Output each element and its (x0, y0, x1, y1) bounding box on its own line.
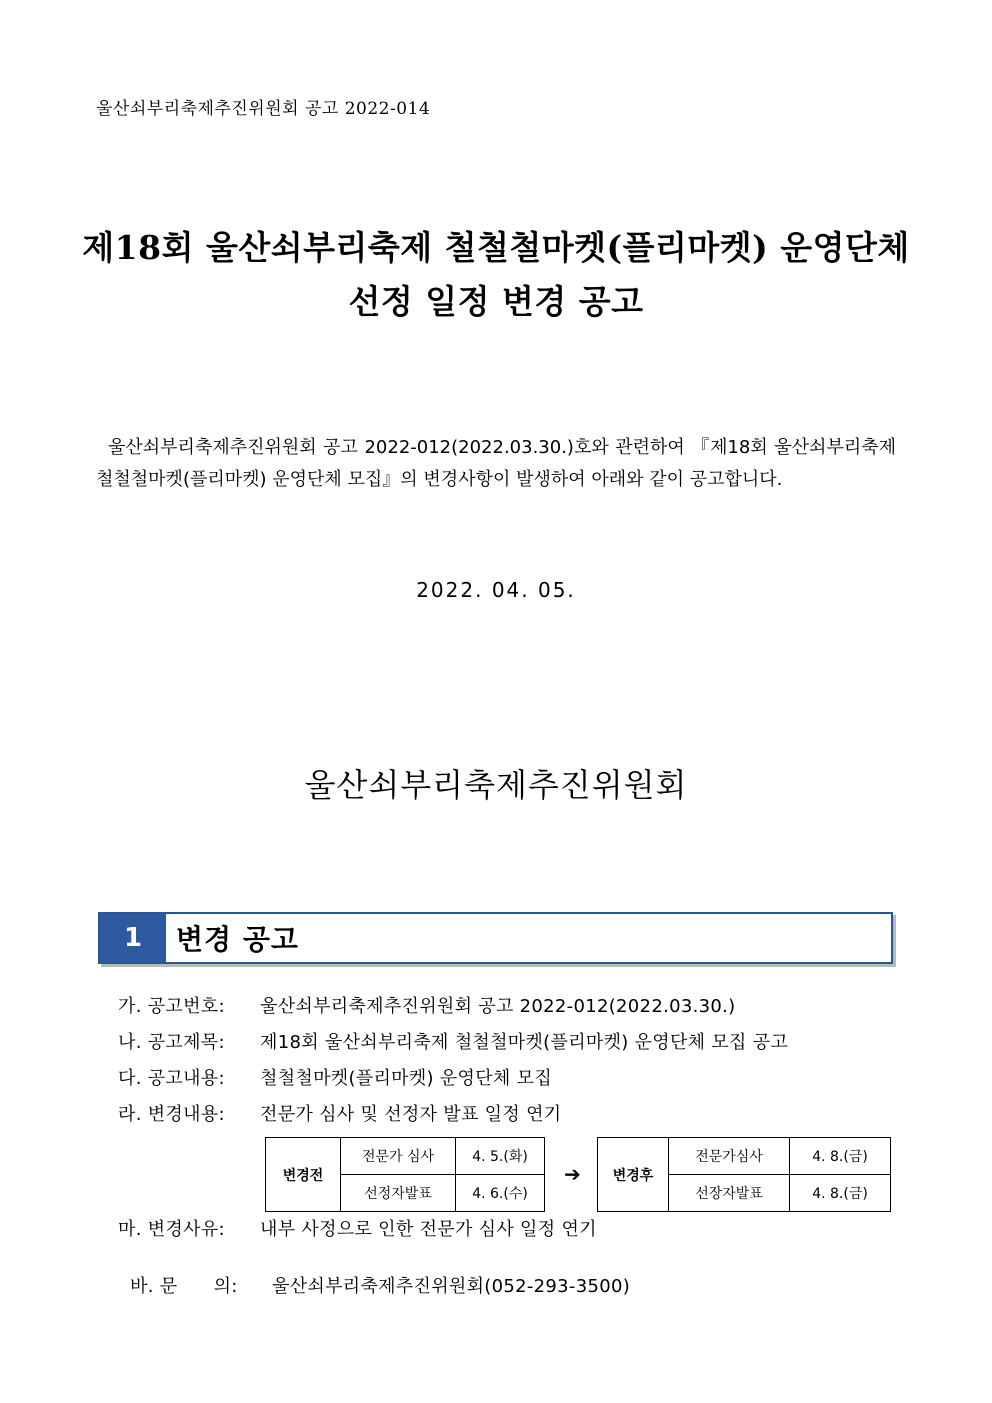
item-change-details (118, 1100, 561, 1126)
schedule-before-table (265, 1137, 545, 1212)
item-label: 마. 변경사유: (118, 1219, 225, 1240)
item-value: 울산쇠부리축제추진위원회(052-293-3500) (272, 1276, 631, 1297)
item-label: 다. 공고내용: (118, 1068, 225, 1089)
schedule-after-table (597, 1137, 891, 1212)
before-event-2: 선정자발표 (341, 1175, 456, 1212)
item-notice-number (118, 992, 735, 1018)
document-title-line-2: 선정 일정 변경 공고 (348, 282, 644, 321)
section-title: 변경 공고 (176, 923, 299, 956)
after-event-1: 전문가심사 (669, 1138, 790, 1175)
item-label: 라. 변경내용: (118, 1104, 225, 1125)
section-number: 1 (100, 914, 166, 962)
item-label: 바. 문 의: (130, 1276, 238, 1297)
document-title-line-1: 제18회 울산쇠부리축제 철철철마켓(플리마켓) 운영단체 (82, 228, 910, 267)
item-value: 철철철마켓(플리마켓) 운영단체 모집 (260, 1068, 553, 1089)
after-event-2: 선장자발표 (669, 1175, 790, 1212)
item-value: 울산쇠부리축제추진위원회 공고 2022-012(2022.03.30.) (260, 996, 736, 1017)
section-header (98, 912, 893, 964)
intro-paragraph: 울산쇠부리축제추진위원회 공고 2022-012(2022.03.30.)호와 관련하여 『제18회 울산쇠부리축제 철철철마켓(플리마켓) 운영단체 모집』의 변경사항이 발생하여 아래와 같이 공고합니다. (96, 437, 896, 490)
before-date-1: 4. 5.(화) (456, 1138, 545, 1175)
announcement-date: 2022. 04. 05. (416, 578, 576, 602)
item-notice-title (118, 1028, 788, 1054)
after-header: 변경후 (598, 1138, 669, 1212)
issuing-organization: 울산쇠부리축제추진위원회 (304, 766, 688, 804)
before-header: 변경전 (266, 1138, 341, 1212)
item-change-reason (118, 1215, 597, 1241)
before-date-2: 4. 6.(수) (456, 1175, 545, 1212)
after-date-2: 4. 8.(금) (790, 1175, 891, 1212)
after-date-1: 4. 8.(금) (790, 1138, 891, 1175)
item-label: 나. 공고제목: (118, 1032, 225, 1053)
item-value: 내부 사정으로 인한 전문가 심사 일정 연기 (260, 1219, 597, 1240)
item-label: 가. 공고번호: (118, 996, 225, 1017)
right-arrow-icon: ➔ (564, 1162, 581, 1186)
item-value: 전문가 심사 및 선정자 발표 일정 연기 (260, 1104, 562, 1125)
item-notice-content (118, 1064, 552, 1090)
item-inquiry (118, 1251, 630, 1298)
before-event-1: 전문가 심사 (341, 1138, 456, 1175)
item-value: 제18회 울산쇠부리축제 철철철마켓(플리마켓) 운영단체 모집 공고 (260, 1032, 789, 1053)
announcement-number: 울산쇠부리축제추진위원회 공고 2022-014 (96, 99, 431, 119)
